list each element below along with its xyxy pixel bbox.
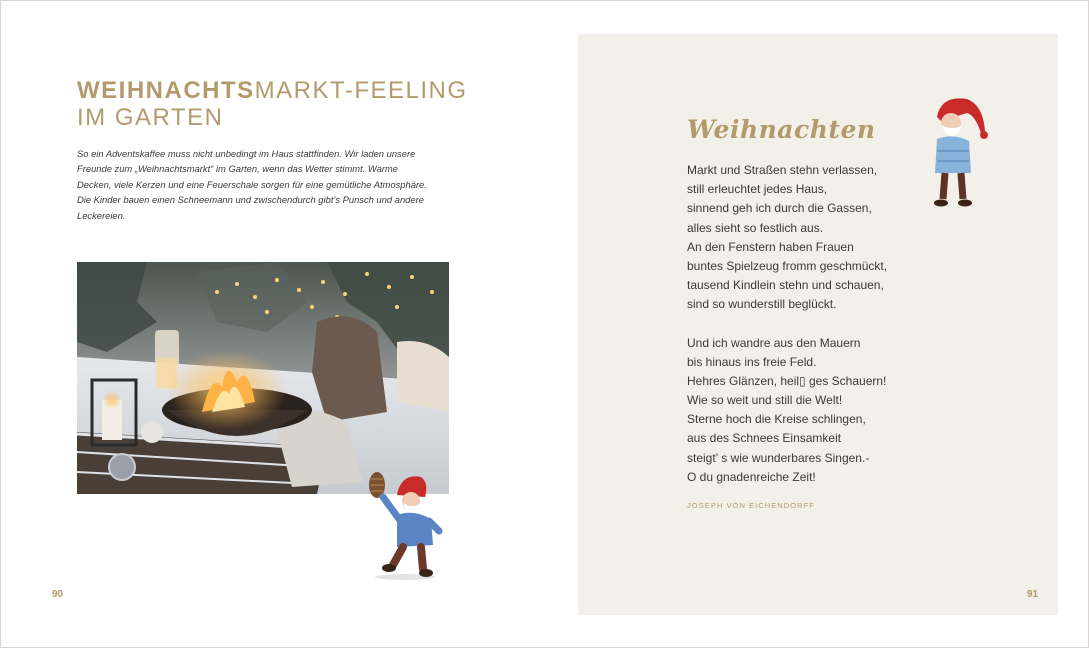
poem-line: steigt’ s wie wunderbares Singen.- [687,450,870,465]
poem-text [687,161,887,487]
poem-author: JOSEPH VON EICHENDORFF [687,501,815,510]
intro-line: Leckereien. [77,209,126,221]
page-number-right: 91 [1027,589,1039,600]
intro-line: Freunde zum „Weihnachtsmarkt“ im Garten, wenn das Wetter stimmt. Warme [77,163,398,175]
title-light-part: MARKT-FEELING [254,77,468,104]
poem-title: Weihnachten [687,115,876,144]
poem-line: Markt und Straßen stehn verlassen, [687,163,878,177]
intro-paragraph [77,146,449,223]
poem-line: aus des Schnees Einsamkeit [687,431,842,446]
page-number-left: 90 [52,589,64,600]
poem-stanza-1 [687,161,887,315]
poem-line: Hehres Glänzen, heil▯ ges Schauern! [687,373,887,388]
poem-line: Wie so weit und still die Welt! [687,393,843,408]
poem-stanza-2 [687,334,887,488]
poem-line: bis hinaus ins freie Feld. [687,354,817,369]
poem-line: still erleuchtet jedes Haus, [687,182,828,197]
poem-line: O du gnadenreiche Zeit! [687,469,816,484]
poem-line: An den Fenstern haben Frauen [687,239,854,254]
page-title [77,77,468,131]
title-second-line: IM GARTEN [77,104,224,131]
poem-line: sind so wunderstill beglückt. [687,297,837,312]
poem-line: alles sieht so festlich aus. [687,220,824,235]
standing-gnome-illustration [927,95,991,211]
fire-pit-photo [77,262,449,494]
intro-line: Die Kinder bauen einen Schneemann und zwischendurch gibt’s Punsch und andere [77,194,424,206]
poem-line: tausend Kindlein stehn und schauen, [687,278,884,293]
poem-line: Und ich wandre aus den Mauern [687,335,861,350]
poem-line: Sterne hoch die Kreise schlingen, [687,412,866,427]
title-bold-part: WEIHNACHTS [77,77,255,104]
intro-line: Decken, viele Kerzen und eine Feuerschale sorgen für eine gemütliche Atmosphäre. [77,178,427,190]
intro-line: So ein Adventskaffee muss nicht unbedingt im Haus stattfinden. Wir laden unsere [77,148,416,159]
gnome-with-pinecone-illustration [363,467,445,583]
poem-line: sinnend geh ich durch die Gassen, [687,201,872,216]
poem-line: buntes Spielzeug fromm geschmückt, [687,258,888,273]
